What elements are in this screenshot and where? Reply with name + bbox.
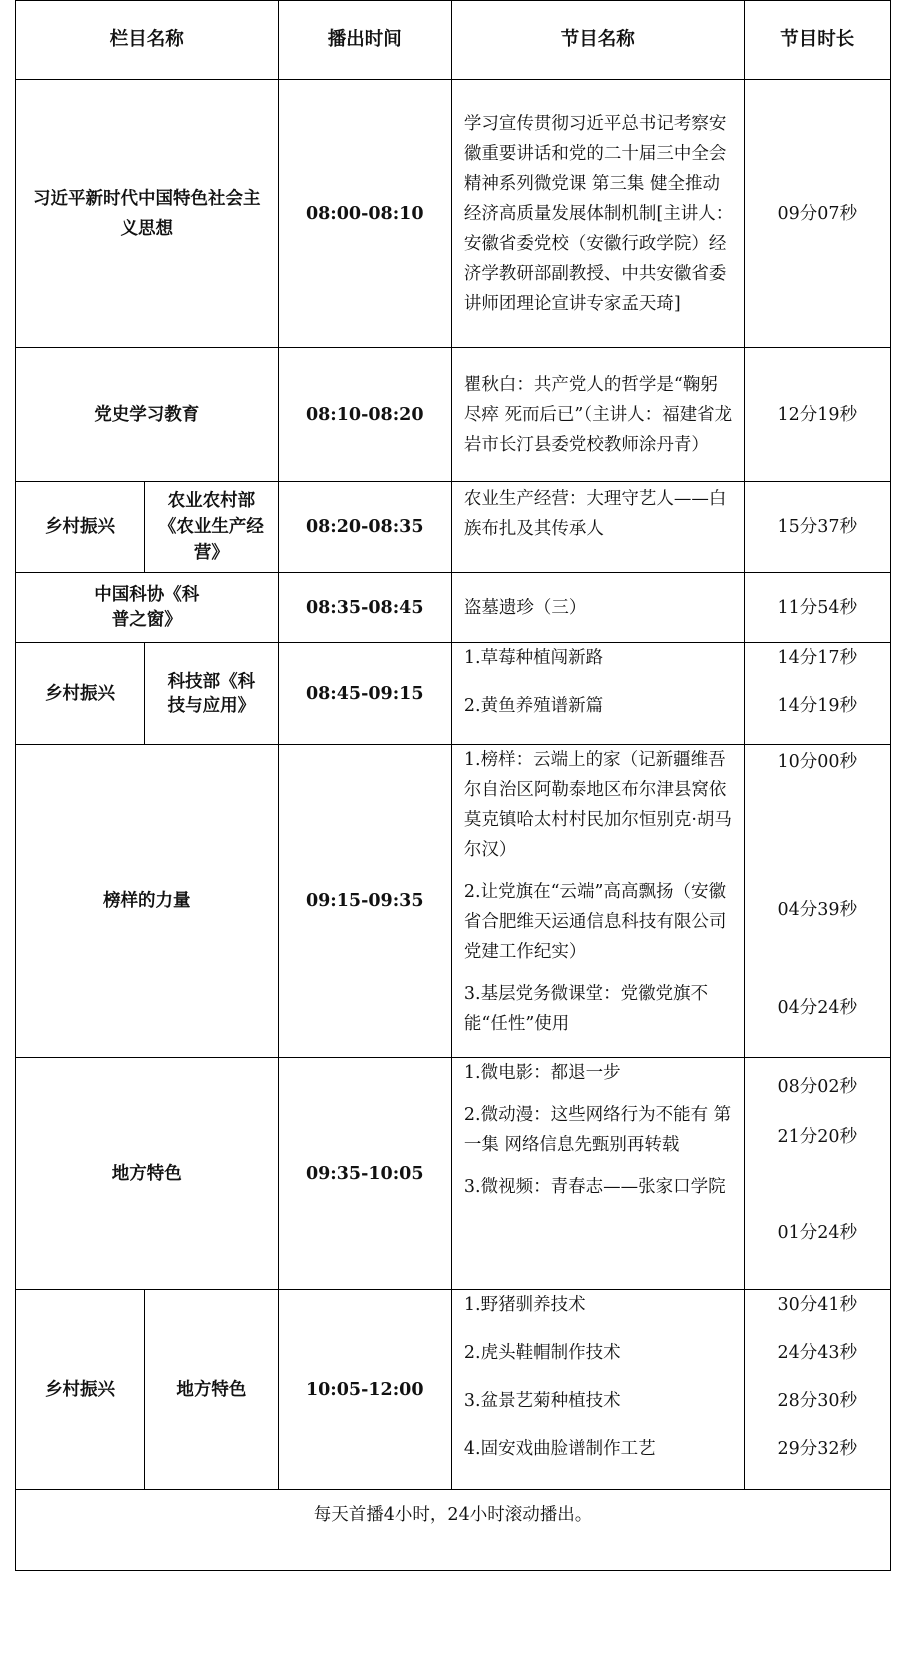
program-item: 1.野猪驯养技术 — [463, 1295, 586, 1315]
duration-item: 24分43秒 — [777, 1343, 858, 1363]
row-subcolumn: 科技部《科技与应用》 — [145, 643, 278, 745]
row-time: 08:00-08:10 — [278, 80, 451, 348]
duration-item: 30分41秒 — [777, 1295, 858, 1315]
header-column-name: 栏目名称 — [16, 1, 279, 80]
table-row — [16, 348, 891, 482]
row-duration: 11分54秒 — [744, 573, 890, 643]
row-programs — [451, 1058, 744, 1290]
row-duration: 09分07秒 — [744, 80, 890, 348]
program-item: 3.微视频：青春志——张家口学院 — [463, 1177, 726, 1197]
table-row — [16, 573, 891, 643]
row-durations — [744, 1058, 890, 1290]
duration-item: 28分30秒 — [777, 1391, 858, 1411]
header-row — [16, 1, 891, 80]
row-program: 盗墓遗珍（三） — [451, 573, 744, 643]
row-time: 10:05-12:00 — [278, 1290, 451, 1490]
table-row — [16, 745, 891, 1058]
row-time: 09:15-09:35 — [278, 745, 451, 1058]
schedule-table — [15, 0, 891, 1571]
table-row — [16, 482, 891, 573]
footer-row — [16, 1490, 891, 1571]
row-column-name: 榜样的力量 — [16, 745, 279, 1058]
header-program-name: 节目名称 — [451, 1, 744, 80]
program-item: 3.盆景艺菊种植技术 — [463, 1391, 621, 1411]
row-column-name: 习近平新时代中国特色社会主义思想 — [16, 80, 279, 348]
row-duration: 15分37秒 — [744, 482, 890, 573]
row-time: 08:20-08:35 — [278, 482, 451, 573]
program-item: 2.虎头鞋帽制作技术 — [463, 1343, 621, 1363]
row-programs — [451, 643, 744, 745]
row-column-name: 乡村振兴 — [16, 482, 145, 573]
row-subcolumn: 地方特色 — [145, 1290, 278, 1490]
row-column-name: 地方特色 — [16, 1058, 279, 1290]
row-column-name: 乡村振兴 — [16, 643, 145, 745]
row-programs — [451, 745, 744, 1058]
duration-item: 21分20秒 — [777, 1127, 858, 1147]
header-air-time: 播出时间 — [278, 1, 451, 80]
row-program: 瞿秋白：共产党人的哲学是“鞠躬尽瘁 死而后已”（主讲人：福建省龙岩市长汀县委党校教师涂丹青） — [451, 348, 744, 482]
table-row — [16, 1290, 891, 1490]
program-item: 4.固安戏曲脸谱制作工艺 — [463, 1439, 656, 1459]
program-item: 1.榜样：云端上的家（记新疆维吾尔自治区阿勒泰地区布尔津县窝依莫克镇哈太村村民加尔恒别克·胡马尔汉） — [463, 750, 732, 860]
row-durations — [744, 643, 890, 745]
row-time: 09:35-10:05 — [278, 1058, 451, 1290]
row-programs — [451, 1290, 744, 1490]
table-row — [16, 80, 891, 348]
program-item: 1.微电影：都退一步 — [463, 1063, 621, 1083]
row-durations — [744, 745, 890, 1058]
row-column-name: 乡村振兴 — [16, 1290, 145, 1490]
duration-item: 08分02秒 — [777, 1077, 858, 1097]
duration-item: 14分17秒 — [777, 648, 858, 668]
program-item: 3.基层党务微课堂：党徽党旗不能“任性”使用 — [463, 984, 709, 1034]
table-row — [16, 1058, 891, 1290]
duration-item: 04分39秒 — [777, 900, 858, 920]
duration-item: 14分19秒 — [777, 696, 858, 716]
row-time: 08:10-08:20 — [278, 348, 451, 482]
row-duration: 12分19秒 — [744, 348, 890, 482]
row-column-name: 中国科协《科普之窗》 — [16, 573, 279, 643]
duration-item: 04分24秒 — [777, 998, 858, 1018]
header-duration: 节目时长 — [744, 1, 890, 80]
duration-item: 10分00秒 — [777, 752, 858, 772]
row-column-name: 党史学习教育 — [16, 348, 279, 482]
program-item: 2.黄鱼养殖谱新篇 — [463, 696, 604, 716]
duration-item: 01分24秒 — [777, 1223, 858, 1243]
row-durations — [744, 1290, 890, 1490]
program-item: 1.草莓种植闯新路 — [463, 648, 604, 668]
row-time: 08:45-09:15 — [278, 643, 451, 745]
row-time: 08:35-08:45 — [278, 573, 451, 643]
program-item: 2.让党旗在“云端”高高飘扬（安徽省合肥维天运通信息科技有限公司党建工作纪实） — [463, 882, 727, 962]
row-program: 农业生产经营：大理守艺人——白族布扎及其传承人 — [451, 482, 744, 573]
program-item: 2.微动漫：这些网络行为不能有 第一集 网络信息先甄别再转载 — [463, 1105, 732, 1155]
duration-item: 29分32秒 — [777, 1439, 858, 1459]
table-row — [16, 643, 891, 745]
footer-note: 每天首播4小时，24小时滚动播出。 — [16, 1490, 891, 1571]
row-program: 学习宣传贯彻习近平总书记考察安徽重要讲话和党的二十届三中全会精神系列微党课 第三集 健全推动经济高质量发展体制机制[主讲人：安徽省委党校（安徽行政学院）经济学教研部副教授、中共安徽省委讲师团理论宣讲专家孟天琦] — [451, 80, 744, 348]
row-subcolumn: 农业农村部《农业生产经营》 — [145, 482, 278, 573]
